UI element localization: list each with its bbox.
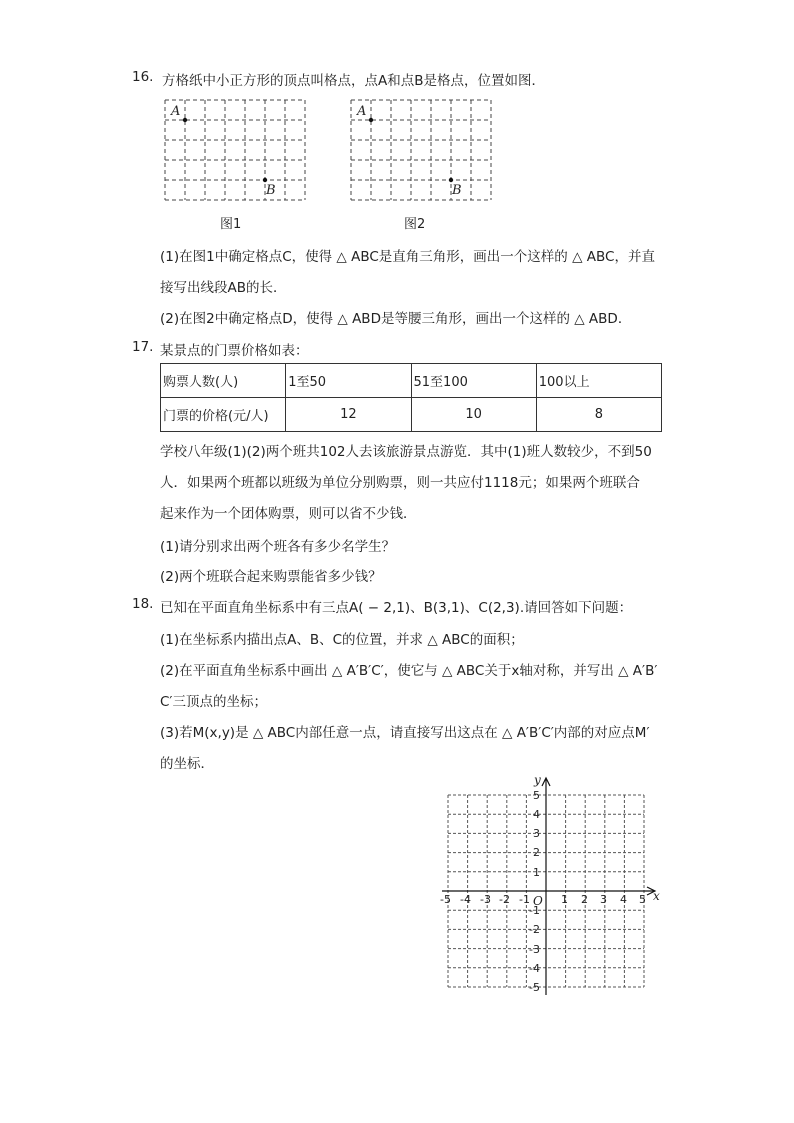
fig2-caption: 图2 bbox=[404, 217, 426, 232]
q17-para-line3: 起来作为一个团体购票，则可以省不少钱． bbox=[160, 506, 417, 522]
x-tick: 1 bbox=[561, 893, 568, 906]
table-cell: 10 bbox=[411, 398, 536, 432]
y-tick: -4 bbox=[529, 962, 540, 975]
point-a bbox=[183, 118, 187, 122]
table-header-cell: 100以上 bbox=[536, 364, 661, 398]
y-tick: 3 bbox=[533, 827, 540, 840]
q18-part2-line2: C′三顶点的坐标； bbox=[160, 694, 267, 710]
table-row bbox=[161, 364, 662, 398]
origin-label: O bbox=[533, 894, 543, 908]
table-cell: 门票的价格(元/人) bbox=[161, 398, 286, 432]
q17-part1: (1)请分别求出两个班各有多少名学生？ bbox=[160, 539, 396, 555]
q17-para-line1: 学校八年级(1)(2)两个班共102人去该旅游景点游览．其中(1)班人数较少，不到50 bbox=[160, 444, 652, 460]
price-table bbox=[160, 363, 662, 432]
x-tick: -4 bbox=[460, 893, 471, 906]
q18-stem: 已知在平面直角坐标系中有三点A( − 2,1)、B(3,1)、C(2,3).请回答如下问题： bbox=[160, 600, 633, 616]
q18-part3-line2: 的坐标． bbox=[160, 756, 214, 772]
y-tick: 5 bbox=[533, 789, 540, 802]
x-tick: -3 bbox=[480, 893, 491, 906]
q18-part1: (1)在坐标系内描出点A、B、C的位置，并求 △ ABC的面积； bbox=[160, 632, 524, 648]
y-tick: -2 bbox=[529, 923, 540, 936]
question-number-18: 18. bbox=[132, 596, 154, 612]
x-tick: 3 bbox=[600, 893, 607, 906]
y-tick: -1 bbox=[529, 904, 540, 917]
point-b bbox=[449, 178, 453, 182]
x-tick: 4 bbox=[620, 893, 627, 906]
q16-stem: 方格纸中小正方形的顶点叫格点，点A和点B是格点，位置如图． bbox=[162, 73, 545, 89]
table-cell: 12 bbox=[286, 398, 411, 432]
x-tick: 2 bbox=[581, 893, 588, 906]
question-number-16: 16. bbox=[132, 69, 154, 85]
q16-part2: (2)在图2中确定格点D，使得 △ ABD是等腰三角形，画出一个这样的 △ ABD． bbox=[160, 311, 632, 327]
table-header-cell: 1至50 bbox=[286, 364, 411, 398]
point-a bbox=[369, 118, 373, 122]
figure-1-grid bbox=[165, 100, 305, 202]
point-b bbox=[263, 178, 267, 182]
y-tick: 2 bbox=[533, 846, 540, 859]
q17-stem: 某景点的门票价格如表： bbox=[160, 343, 309, 359]
table-row bbox=[161, 398, 662, 432]
x-axis-label: x bbox=[653, 889, 660, 903]
x-tick: -5 bbox=[440, 893, 451, 906]
table-header-cell: 购票人数(人) bbox=[161, 364, 286, 398]
fig2-label-a: A bbox=[357, 104, 367, 119]
coordinate-plane bbox=[440, 775, 665, 995]
y-tick: -5 bbox=[529, 981, 540, 994]
q17-part2: (2)两个班联合起来购票能省多少钱？ bbox=[160, 569, 382, 585]
y-tick: 4 bbox=[533, 808, 540, 821]
y-axis-label: y bbox=[534, 773, 541, 787]
y-tick: 1 bbox=[533, 866, 540, 879]
y-tick: -3 bbox=[529, 943, 540, 956]
fig1-label-a: A bbox=[171, 104, 181, 119]
table-cell: 8 bbox=[536, 398, 661, 432]
figure-2-grid bbox=[351, 100, 491, 202]
q16-part1-line2: 接写出线段AB的长． bbox=[160, 280, 287, 296]
x-tick: -1 bbox=[519, 893, 530, 906]
table-header-cell: 51至100 bbox=[411, 364, 536, 398]
fig1-caption: 图1 bbox=[220, 217, 242, 232]
fig2-label-b: B bbox=[452, 183, 462, 198]
q16-part1-line1: (1)在图1中确定格点C，使得 △ ABC是直角三角形，画出一个这样的 △ ABC，并直 bbox=[160, 249, 655, 265]
q17-para-line2: 人．如果两个班都以班级为单位分别购票，则一共应付1118元；如果两个班联合 bbox=[160, 475, 640, 491]
question-number-17: 17. bbox=[132, 339, 154, 355]
x-tick: -2 bbox=[499, 893, 510, 906]
q18-part3-line1: (3)若M(x,y)是 △ ABC内部任意一点，请直接写出这点在 △ A′B′C′内部的对应点M′ bbox=[160, 725, 650, 741]
q18-part2-line1: (2)在平面直角坐标系中画出 △ A′B′C′，使它与 △ ABC关于x轴对称，并写出 △ A′B′ bbox=[160, 663, 658, 679]
fig1-label-b: B bbox=[266, 183, 276, 198]
x-tick: 5 bbox=[639, 893, 646, 906]
